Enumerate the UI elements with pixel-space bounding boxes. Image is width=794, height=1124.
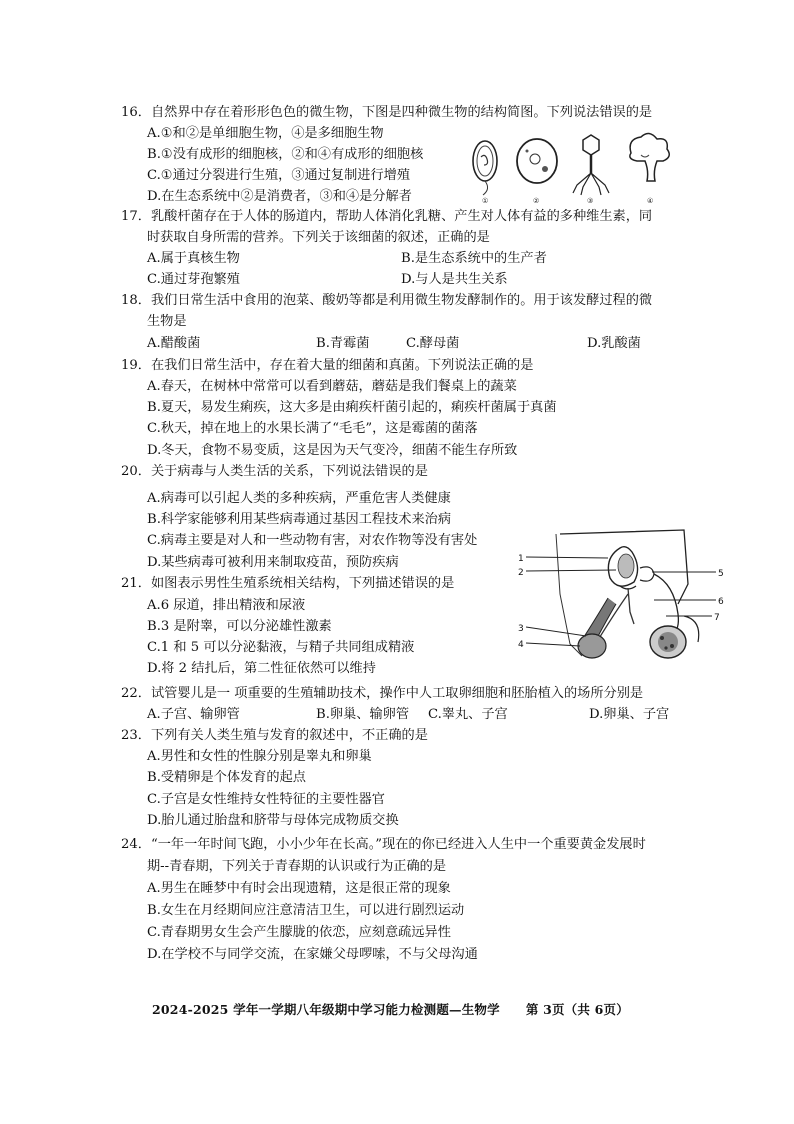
q24-stem-line1: 24．“一年一年时间飞跑，小小少年在长高。”现在的你已经进入人生中一个重要黄金发展时 [121,837,646,852]
figure21-label-3: 3 [518,624,524,634]
q22-option-b: B.卵巢、输卵管 [316,707,410,722]
q18-option-c: C.酵母菌 [406,336,460,351]
q18-stem-line1: 18．我们日常生活中食用的泡菜、酸奶等都是利用微生物发酵制作的。用于该发酵过程的微 [121,293,653,308]
footer-exam-title: 2024-2025 学年一学期八年级期中学习能力检测题—生物学 [152,1002,500,1017]
bacteriophage-drawing [573,135,609,195]
q21-stem: 21．如图表示男性生殖系统相关结构，下列描述错误的是 [121,576,455,591]
q17-option-b: B.是生态系统中的生产者 [401,251,547,266]
page-footer [152,1000,629,1018]
footer-page-number: 第 3页（共 6页） [525,1002,629,1017]
q17-stem-line2: 时获取自身所需的营养。下列关于该细菌的叙述，正确的是 [147,230,490,245]
q23-option-d: D.胎儿通过胎盘和脐带与母体完成物质交换 [147,813,399,828]
q16-option-d: D.在生态系统中②是消费者，③和④是分解者 [147,189,412,204]
q21-option-b: B.3 是附睾，可以分泌雄性激素 [147,619,332,634]
q19-option-d: D.冬天，食物不易变质，这是因为天气变冷，细菌不能生存所致 [147,443,518,458]
figure16-label-2: ② [533,197,540,205]
q16-option-c: C.①通过分裂进行生殖，③通过复制进行增殖 [147,168,411,183]
q23-option-b: B.受精卵是个体发育的起点 [147,770,306,785]
figure21-label-7: 7 [714,613,720,623]
q17-option-c: C.通过芽孢繁殖 [147,272,240,287]
q23-option-a: A.男性和女性的性腺分别是睾丸和卵巢 [147,749,372,764]
q19-option-a: A.春天，在树林中常常可以看到蘑菇，蘑菇是我们餐桌上的蔬菜 [147,379,517,394]
figure21-label-1: 1 [518,554,524,564]
q24-option-b: B.女生在月经期间应注意清洁卫生，可以进行剧烈运动 [147,903,465,918]
q20-option-c: C.病毒主要是对人和一些动物有害，对农作物等没有害处 [147,533,478,548]
q18-option-d: D.乳酸菌 [587,336,641,351]
q22-stem: 22．试管婴儿是一 项重要的生殖辅助技术，操作中人工取卵细胞和胚胎植入的场所分别是 [121,686,644,701]
q17-stem-line1: 17．乳酸杆菌存在于人体的肠道内，帮助人体消化乳糖、产生对人体有益的多种维生素，同 [121,209,653,224]
q24-option-d: D.在学校不与同学交流，在家嫌父母啰嗦，不与父母沟通 [147,947,478,962]
q20-option-d: D.某些病毒可被利用来制取疫苗，预防疾病 [147,555,399,570]
q23-option-c: C.子宫是女性维持女性特征的主要性器官 [147,792,385,807]
q17-option-d: D.与人是共生关系 [401,272,508,287]
fungus-drawing [630,133,669,181]
q16-stem: 16．自然界中存在着形形色色的微生物，下图是四种微生物的结构简图。下列说法错误的是 [121,105,653,120]
microorganism-figure [463,127,688,205]
male-reproductive-figure [516,524,726,664]
figure21-label-2: 2 [518,568,524,578]
q21-option-c: C.1 和 5 可以分泌黏液，与精子共同组成精液 [147,640,415,655]
figure21-label-6: 6 [718,597,724,607]
q23-stem: 23．下列有关人类生殖与发育的叙述中，不正确的是 [121,728,428,743]
figure21-label-5: 5 [718,569,724,579]
q22-option-a: A.子宫、输卵管 [147,707,240,722]
q24-stem-line2: 期--青春期，下列关于青春期的认识或行为正确的是 [147,859,447,874]
q24-option-a: A.男生在睡梦中有时会出现遗精，这是很正常的现象 [147,881,451,896]
figure16-label-1: ① [482,197,489,205]
q17-option-a: A.属于真核生物 [147,251,240,266]
figure21-label-4: 4 [518,640,524,650]
q19-stem: 19．在我们日常生活中，存在着大量的细菌和真菌。下列说法正确的是 [121,358,534,373]
yeast-drawing [517,139,557,183]
q20-option-a: A.病毒可以引起人类的多种疾病，严重危害人类健康 [147,491,451,506]
figure16-label-4: ④ [647,197,654,205]
q20-stem: 20．关于病毒与人类生活的关系，下列说法错误的是 [121,464,428,479]
q21-option-a: A.6 尿道，排出精液和尿液 [147,598,306,613]
q20-option-b: B.科学家能够利用某些病毒通过基因工程技术来治病 [147,512,452,527]
figure16-label-3: ③ [587,197,594,205]
q24-option-c: C.青春期男女生会产生朦胧的依恋，应刻意疏远异性 [147,925,451,940]
q22-option-c: C.睾丸、子宫 [428,707,508,722]
q16-option-a: A.①和②是单细胞生物，④是多细胞生物 [147,126,384,141]
q18-option-a: A.醋酸菌 [147,336,201,351]
q18-stem-line2: 生物是 [147,314,187,329]
bacterium-drawing [473,141,497,195]
q19-option-c: C.秋天，掉在地上的水果长满了“毛毛”，这是霉菌的菌落 [147,421,478,436]
q22-option-d: D.卵巢、子宫 [589,707,670,722]
q19-option-b: B.夏天，易发生痢疾，这大多是由痢疾杆菌引起的，痢疾杆菌属于真菌 [147,400,557,415]
q16-option-b: B.①没有成形的细胞核，②和④有成形的细胞核 [147,147,424,162]
q21-option-d: D.将 2 结扎后，第二性征依然可以维持 [147,661,376,676]
q18-option-b: B.青霉菌 [316,336,370,351]
